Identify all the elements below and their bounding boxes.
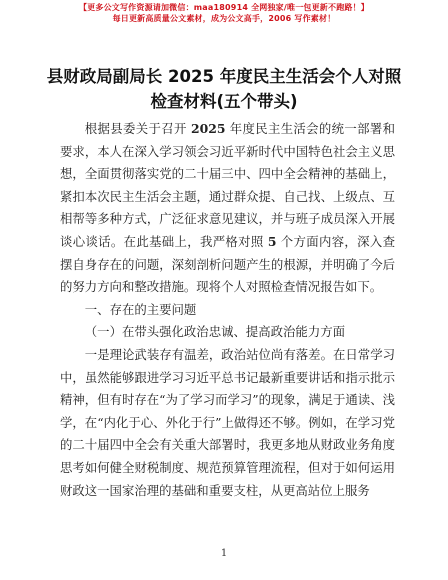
document-body [60,118,395,502]
document-title [0,64,448,114]
page-number: 1 [220,548,228,559]
document-title-line-2: 检查材料(五个带头) [150,92,298,111]
subsection-heading: （一）在带头强化政治忠诚、提高政治能力方面 [84,324,345,340]
intro-paragraph [60,118,395,299]
promo-banner-line-2: 每日更新高质量公文素材，成为公文高手，2006 写作素材！ [112,14,336,23]
promo-banner-line-1: 【更多公文写作资源请加微信：maa180914 全网独家/唯一包更新不跑路！】 [78,3,370,12]
promo-banner [0,2,448,24]
body-paragraph: 一是理论武装存有温差，政治站位尚有落差。在日常学习中，虽然能够跟进学习习近平总书记最新重要讲话和指示批示精神，但有时存在“为了学习而学习”的现象，满足于通读、浅学，在“内化于心、外化于行”上做得还不够。例如，在学习党的二十届四中全会有关重大部署时，我更多地从财政业务角度思考如何健全财税制度、规范预算管理流程，但对于如何运用财政这一国家治理的基础和重要支柱，从更高站位上服务 [60,346,395,498]
intro-year: 2025 [190,121,226,136]
intro-text-3: 个方面内容，深入查摆自身存在的问题，深刻剖析问题产生的根源，并明确了今后的努力方向和整改措施。现将个人对照检查情况报告如下。 [60,233,395,295]
intro-text-2: 年度民主生活会的统一部署和要求，本人在深入学习领会习近平新时代中国特色社会主义思想，全面贯彻落实党的二十届三中、四中全会精神的基础上，紧扣本次民主生活会主题，通过群众提、自己找、上级点、互相帮等多种方式，广泛征求意见建议，并与班子成员深入开展谈心谈话。在此基础上，我严格对照 [60,121,395,249]
intro-text-1: 根据县委关于召开 [84,121,191,136]
section-heading: 一、存在的主要问题 [84,301,197,317]
intro-count: 5 [267,233,277,249]
document-title-line-1: 县财政局副局长 2025 年度民主生活会个人对照 [46,67,402,86]
